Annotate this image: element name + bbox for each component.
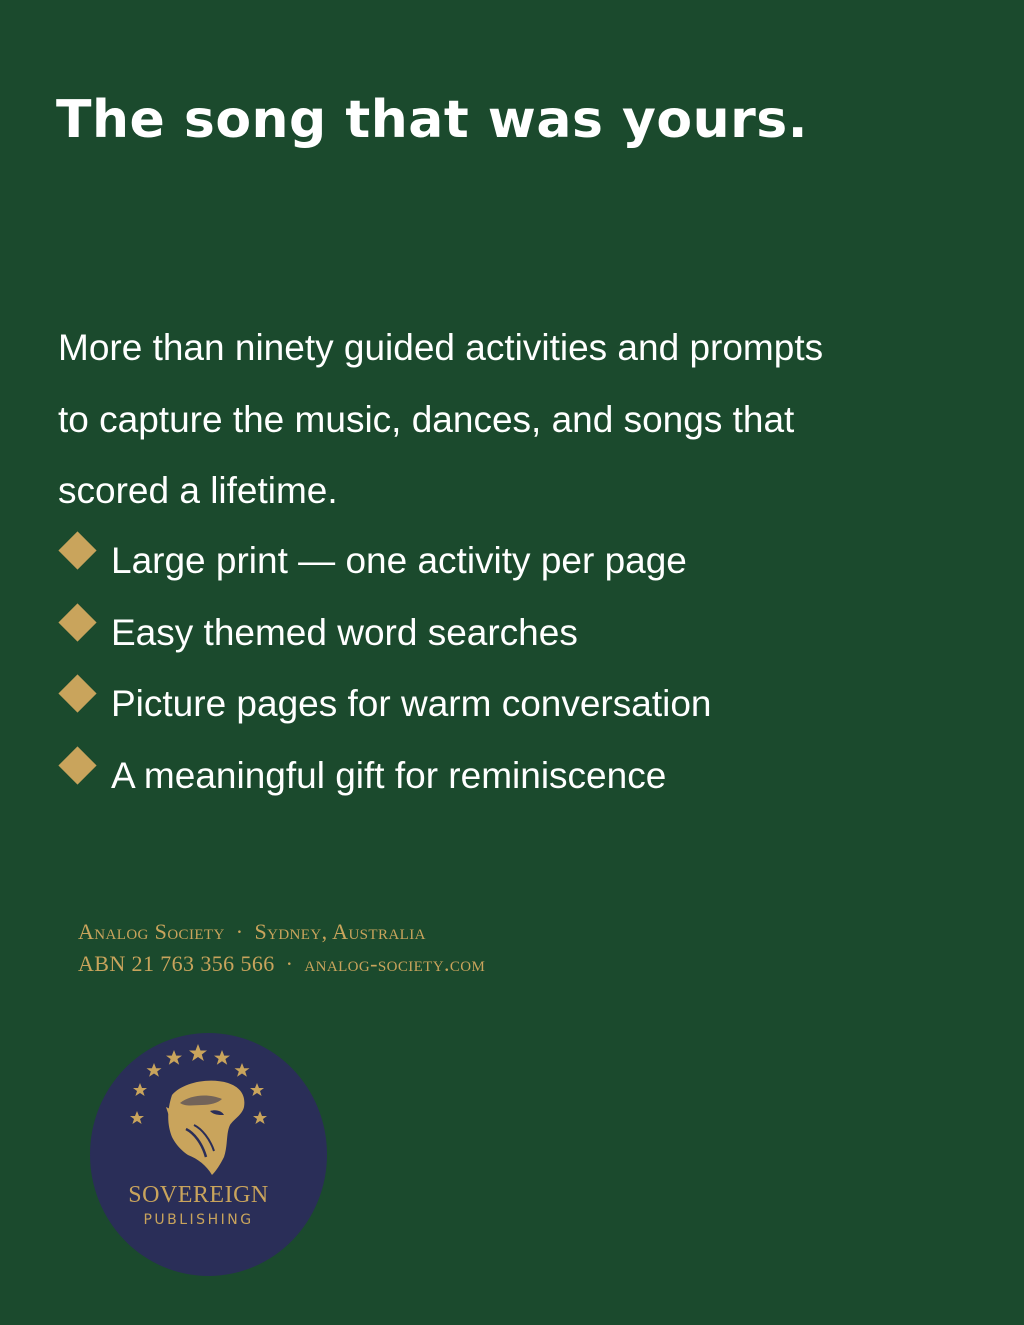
publisher-name: Analog Society	[78, 919, 225, 944]
feature-item	[58, 668, 712, 740]
feature-list	[58, 525, 712, 811]
intro-paragraph: More than ninety guided activities and prompts to capture the music, dances, and songs that scored a lifetime.	[58, 327, 824, 511]
publisher-logo	[90, 1033, 327, 1276]
feature-item	[58, 525, 712, 597]
logo-subtitle: PUBLISHING	[143, 1212, 254, 1228]
diamond-icon	[58, 746, 96, 784]
feature-text: Picture pages for warm conversation	[111, 683, 712, 724]
separator: ·	[235, 919, 244, 944]
publisher-abn: ABN 21 763 356 566	[78, 951, 275, 976]
logo-emblem	[90, 1033, 327, 1276]
feature-item	[58, 597, 712, 669]
diamond-icon	[58, 531, 96, 569]
feature-text: Easy themed word searches	[111, 611, 578, 653]
diamond-icon	[58, 674, 96, 712]
diamond-icon	[58, 603, 96, 641]
address-line-1	[78, 916, 485, 948]
headline: The song that was yours.	[56, 90, 808, 150]
publisher-website: analog-society.com	[304, 951, 486, 976]
feature-text: A meaningful gift for reminiscence	[111, 754, 667, 796]
logo-name: SOVEREIGN	[128, 1182, 269, 1208]
separator: ·	[285, 951, 294, 976]
publisher-address	[78, 916, 485, 980]
panther-head-icon	[166, 1081, 244, 1175]
feature-item	[58, 740, 712, 812]
publisher-location: Sydney, Australia	[254, 919, 426, 944]
feature-text: Large print — one activity per page	[111, 540, 687, 581]
address-line-2	[78, 948, 485, 980]
